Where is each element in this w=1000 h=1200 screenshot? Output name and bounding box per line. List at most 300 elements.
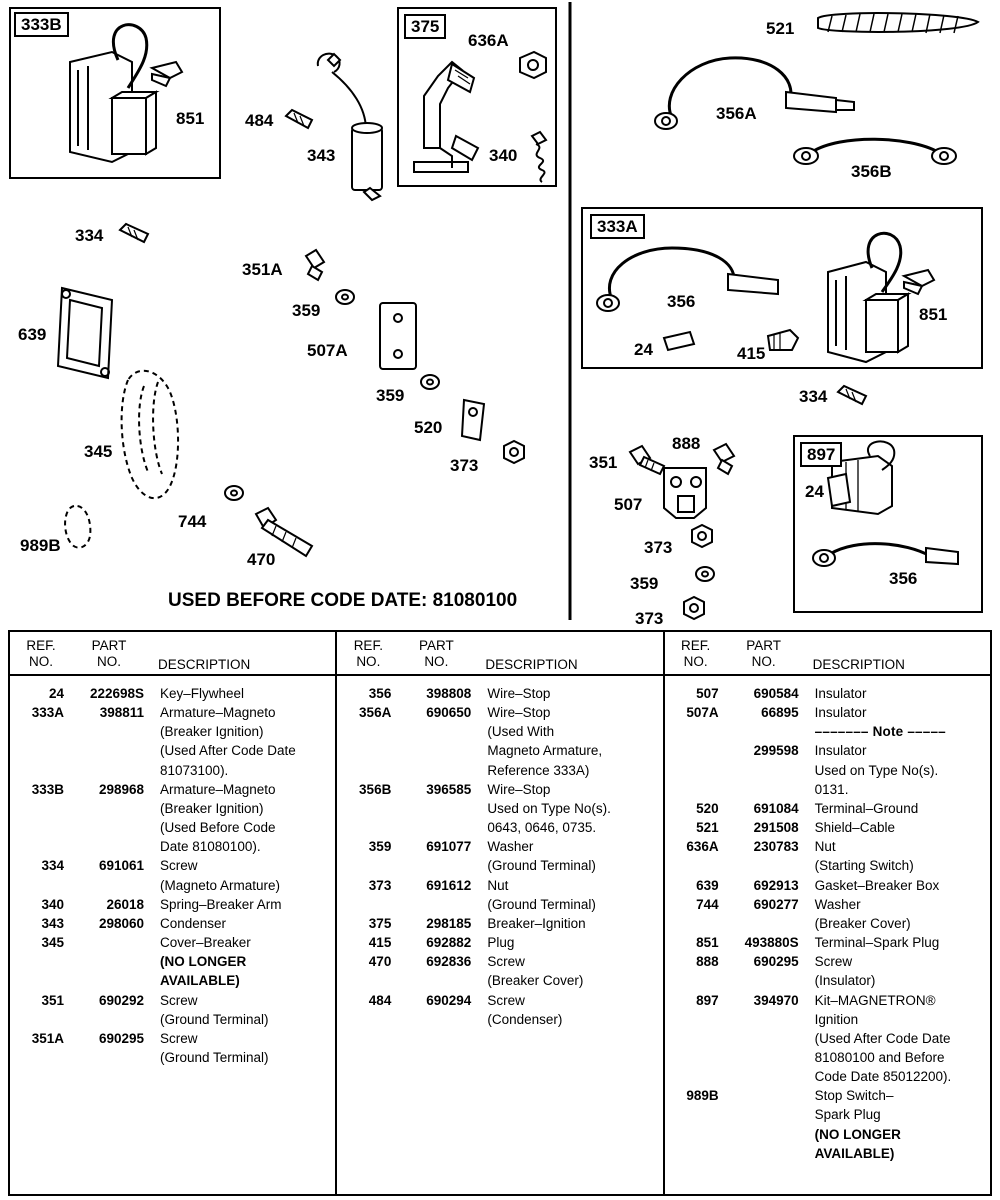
cell-description: AVAILABLE): [814, 1145, 895, 1161]
callout-521: 521: [766, 19, 795, 38]
cell-description: Screw: [814, 954, 853, 970]
cell-description: Screw: [160, 992, 198, 1008]
callout-470: 470: [247, 550, 276, 569]
cell-description: Terminal–Spark Plug: [814, 935, 940, 951]
cell-ref-no: [665, 1067, 727, 1086]
cell-ref-no: [665, 1010, 727, 1029]
callout-636a: 636A: [468, 31, 509, 50]
box-label-375: 375: [404, 14, 446, 39]
cell-ref-no: 356: [368, 686, 392, 701]
cell-description: ––––––– Note –––––: [814, 724, 946, 740]
cell-part-no: [727, 1125, 805, 1144]
cell-part-no: [399, 895, 477, 914]
cell-ref-no: [665, 780, 727, 799]
table-row: [10, 722, 335, 741]
callout-989b: 989B: [20, 536, 61, 555]
cell-ref-no: [665, 761, 727, 780]
table-row: [10, 856, 335, 875]
table-row: [10, 703, 335, 722]
cell-description: 0643, 0646, 0735.: [487, 820, 597, 836]
table-row: [665, 1029, 990, 1048]
table-row: [665, 1067, 990, 1086]
table-row: [665, 914, 990, 933]
table-row: [665, 837, 990, 856]
cell-part-no: 66895: [761, 705, 799, 721]
callout-639: 639: [18, 325, 47, 344]
cell-part-no: [727, 971, 805, 990]
cell-ref-no: [337, 856, 399, 875]
cell-part-no: [72, 971, 150, 990]
cell-ref-no: [665, 914, 727, 933]
cell-part-no: 690584: [753, 686, 799, 701]
table-row: [665, 971, 990, 990]
box-label-897: 897: [800, 442, 842, 467]
table-row: [337, 684, 662, 703]
cell-ref-no: [337, 1010, 399, 1029]
column-2-rows: [337, 676, 662, 1029]
cell-ref-no: [337, 895, 399, 914]
callout-744: 744: [178, 512, 207, 531]
table-row: [10, 952, 335, 971]
cell-description: Kit–MAGNETRON®: [814, 992, 936, 1008]
cell-description: Plug: [487, 935, 515, 951]
cell-ref-no: 334: [41, 858, 64, 874]
cell-ref-no: 340: [41, 896, 64, 912]
callout-340: 340: [489, 146, 518, 165]
cell-part-no: 691077: [426, 839, 472, 855]
cell-description: (NO LONGER: [160, 954, 247, 970]
cell-description: (Ground Terminal): [160, 1049, 269, 1065]
cell-description: (Used With: [487, 724, 555, 740]
cell-description: Wire–Stop: [487, 686, 551, 701]
table-row: [337, 1010, 662, 1029]
cell-part-no: [399, 1010, 477, 1029]
cell-part-no: [72, 1010, 150, 1029]
cell-description: Insulator: [814, 705, 867, 721]
cell-part-no: [727, 914, 805, 933]
cell-ref-no: 351A: [31, 1030, 64, 1046]
cell-description: Condenser: [160, 915, 227, 931]
table-row: [665, 895, 990, 914]
table-row: [337, 895, 662, 914]
cell-ref-no: [10, 1048, 72, 1067]
cell-ref-no: [337, 722, 399, 741]
callout-24-333a: 24: [634, 340, 653, 359]
cell-description: (Breaker Ignition): [160, 724, 264, 740]
cell-part-no: 394970: [753, 992, 799, 1008]
callout-343: 343: [307, 146, 336, 165]
cell-description: Date 81080100).: [160, 839, 261, 855]
table-row: [10, 741, 335, 760]
cell-description: Armature–Magneto: [160, 781, 276, 797]
callout-507: 507: [614, 495, 643, 514]
table-row: [337, 761, 662, 780]
table-row: [337, 818, 662, 837]
cell-ref-no: [665, 1105, 727, 1124]
table-row: [665, 741, 990, 760]
cell-description: Washer: [814, 896, 861, 912]
cell-part-no: [399, 722, 477, 741]
cell-description: Wire–Stop: [487, 781, 551, 797]
cell-description: 0131.: [814, 781, 849, 797]
table-row: [10, 933, 335, 952]
cell-ref-no: [10, 1010, 72, 1029]
cell-description: Washer: [487, 839, 534, 855]
cell-ref-no: 356A: [359, 705, 392, 721]
table-row: [10, 1010, 335, 1029]
cell-part-no: 690292: [98, 992, 144, 1008]
table-row: [10, 895, 335, 914]
cell-part-no: 298968: [98, 781, 144, 797]
cell-ref-no: 851: [696, 935, 719, 951]
table-row: [665, 876, 990, 895]
table-row: [337, 856, 662, 875]
table-row: [665, 799, 990, 818]
cell-description: Stop Switch–: [814, 1088, 894, 1104]
cell-ref-no: 639: [696, 877, 719, 893]
table-row: [337, 837, 662, 856]
cell-part-no: 692836: [426, 954, 472, 970]
cell-part-no: [727, 1067, 805, 1086]
cell-part-no: 691612: [426, 877, 472, 893]
cell-ref-no: [337, 818, 399, 837]
cell-part-no: [727, 761, 805, 780]
cell-description: 81073100).: [160, 762, 229, 778]
table-row: [665, 1086, 990, 1105]
cell-ref-no: 345: [41, 935, 64, 951]
cell-ref-no: 415: [368, 935, 392, 951]
cell-part-no: 692913: [753, 877, 799, 893]
callout-359-lower: 359: [376, 386, 405, 405]
cell-ref-no: 521: [696, 820, 719, 836]
cell-part-no: 396585: [426, 781, 472, 797]
cell-part-no: [727, 1010, 805, 1029]
cell-part-no: [72, 741, 150, 760]
cell-ref-no: [665, 971, 727, 990]
header-part-no: PART NO.: [746, 638, 782, 669]
header-description: DESCRIPTION: [485, 657, 578, 672]
cell-part-no: [72, 1048, 150, 1067]
callout-520: 520: [414, 418, 443, 437]
table-row: [665, 1048, 990, 1067]
cell-description: Armature–Magneto: [160, 705, 276, 721]
cell-ref-no: [10, 799, 72, 818]
cell-part-no: 691061: [98, 858, 144, 874]
cell-part-no: 690295: [753, 954, 799, 970]
table-row: [337, 914, 662, 933]
table-row: [10, 1029, 335, 1048]
cell-ref-no: 359: [368, 839, 392, 855]
cell-part-no: [399, 818, 477, 837]
callout-351: 351: [589, 453, 618, 472]
cell-ref-no: [665, 741, 727, 760]
cell-ref-no: [665, 722, 727, 741]
callout-373-bottom: 373: [635, 609, 664, 628]
table-row: [10, 837, 335, 856]
cell-description: 81080100 and Before: [814, 1049, 945, 1065]
table-row: [10, 761, 335, 780]
header-ref-no: REF. NO.: [26, 638, 56, 669]
cell-part-no: [399, 971, 477, 990]
cell-ref-no: [10, 818, 72, 837]
cell-ref-no: [337, 761, 399, 780]
cell-ref-no: [665, 856, 727, 875]
cell-ref-no: 343: [41, 915, 64, 931]
header-part-no: PART NO.: [418, 638, 454, 669]
table-row: [337, 741, 662, 760]
cell-ref-no: 470: [368, 954, 392, 970]
box-label-333a: 333A: [590, 214, 645, 239]
cell-ref-no: [10, 741, 72, 760]
cell-part-no: [72, 818, 150, 837]
table-row: [337, 703, 662, 722]
table-row: [665, 933, 990, 952]
column-2-header: [337, 632, 662, 676]
cell-ref-no: 24: [48, 686, 64, 701]
table-row: [665, 952, 990, 971]
table-row: [10, 914, 335, 933]
table-row: [665, 722, 990, 741]
cell-ref-no: 373: [368, 877, 392, 893]
cell-ref-no: 636A: [686, 839, 719, 855]
header-description: DESCRIPTION: [158, 657, 251, 672]
header-description: DESCRIPTION: [812, 657, 905, 672]
table-row: [665, 761, 990, 780]
callout-851: 851: [176, 109, 205, 128]
callout-415: 415: [737, 344, 766, 363]
cell-description: Magneto Armature,: [487, 743, 603, 759]
callout-356a: 356A: [716, 104, 757, 123]
cell-part-no: 692882: [426, 935, 472, 951]
cell-ref-no: 356B: [359, 781, 392, 797]
cell-part-no: [727, 780, 805, 799]
table-row: [337, 933, 662, 952]
cell-ref-no: 333A: [31, 705, 64, 721]
cell-ref-no: [337, 799, 399, 818]
cell-part-no: [72, 761, 150, 780]
cell-description: (Breaker Cover): [814, 915, 911, 931]
table-row: [10, 818, 335, 837]
cell-part-no: 493880S: [744, 935, 799, 951]
callout-484: 484: [245, 111, 274, 130]
cell-part-no: [72, 799, 150, 818]
cell-part-no: [72, 933, 150, 952]
cell-ref-no: 333B: [31, 781, 64, 797]
cell-description: Wire–Stop: [487, 705, 551, 721]
column-3-rows: [665, 676, 990, 1163]
callout-373-left: 373: [450, 456, 479, 475]
table-row: [665, 780, 990, 799]
parts-list-table: [8, 630, 992, 1196]
cell-ref-no: [10, 722, 72, 741]
cell-description: (Condenser): [487, 1011, 563, 1027]
cell-ref-no: [665, 1144, 727, 1163]
table-row: [665, 1125, 990, 1144]
cell-ref-no: [337, 971, 399, 990]
cell-description: Screw: [160, 1030, 198, 1046]
cell-part-no: [727, 1029, 805, 1048]
header-ref-no: REF. NO.: [353, 638, 383, 669]
column-1-rows: [10, 676, 335, 1067]
cell-part-no: [399, 856, 477, 875]
cell-description: AVAILABLE): [160, 973, 240, 989]
cell-ref-no: 351: [41, 992, 64, 1008]
cell-part-no: [727, 1048, 805, 1067]
cell-description: (Breaker Ignition): [160, 800, 264, 816]
callout-888: 888: [672, 434, 701, 453]
table-row: [337, 991, 662, 1010]
cell-ref-no: [337, 741, 399, 760]
cell-description: Screw: [487, 954, 525, 970]
cell-description: Key–Flywheel: [160, 686, 245, 701]
cell-part-no: 691084: [753, 800, 799, 816]
cell-description: (Used After Code Date: [814, 1030, 951, 1046]
cell-part-no: 690295: [98, 1030, 144, 1046]
cell-description: (Magneto Armature): [160, 877, 281, 893]
cell-description: (Ground Terminal): [487, 858, 596, 874]
cell-description: Used on Type No(s).: [487, 800, 611, 816]
cell-description: (Ground Terminal): [160, 1011, 269, 1027]
cell-description: (Used After Code Date: [160, 743, 296, 759]
cell-description: Screw: [487, 992, 525, 1008]
cell-description: Screw: [160, 858, 198, 874]
cell-part-no: 222698S: [89, 686, 144, 701]
table-row: [10, 1048, 335, 1067]
cell-part-no: [727, 1086, 805, 1105]
cell-description: Terminal–Ground: [814, 800, 919, 816]
cell-ref-no: [10, 837, 72, 856]
table-row: [10, 684, 335, 703]
cell-description: Gasket–Breaker Box: [814, 877, 940, 893]
table-row: [665, 991, 990, 1010]
cell-part-no: 398811: [99, 705, 144, 721]
cell-description: (Ground Terminal): [487, 896, 596, 912]
callout-334-left: 334: [75, 226, 104, 245]
table-row: [665, 1010, 990, 1029]
callout-345: 345: [84, 442, 113, 461]
cell-part-no: [72, 722, 150, 741]
cell-description: Spring–Breaker Arm: [160, 896, 282, 912]
cell-part-no: 291508: [753, 820, 799, 836]
cell-part-no: [72, 952, 150, 971]
cell-part-no: [72, 876, 150, 895]
callout-851-333a: 851: [919, 305, 948, 324]
cell-ref-no: 744: [696, 896, 719, 912]
cell-description: (Breaker Cover): [487, 973, 584, 989]
table-row: [665, 818, 990, 837]
callout-507a: 507A: [307, 341, 348, 360]
callout-334-right: 334: [799, 387, 828, 406]
cell-ref-no: 484: [368, 992, 392, 1008]
cell-description: Breaker–Ignition: [487, 915, 586, 931]
table-row: [665, 1144, 990, 1163]
table-row: [337, 876, 662, 895]
callout-356-333a: 356: [667, 292, 696, 311]
table-row: [337, 722, 662, 741]
cell-part-no: 298185: [426, 915, 472, 931]
cell-part-no: 26018: [106, 896, 144, 912]
cell-description: (Used Before Code: [160, 820, 276, 836]
cell-description: Code Date 85012200).: [814, 1069, 952, 1085]
table-row: [10, 991, 335, 1010]
cell-part-no: [727, 722, 805, 741]
table-row: [337, 952, 662, 971]
cell-part-no: 299598: [753, 743, 799, 759]
callout-359-upper: 359: [292, 301, 321, 320]
cell-ref-no: [665, 1029, 727, 1048]
box-label-333b: 333B: [14, 12, 69, 37]
callout-359-right: 359: [630, 574, 659, 593]
table-row: [665, 1105, 990, 1124]
cell-description: (NO LONGER: [814, 1126, 901, 1142]
cell-part-no: 398808: [426, 686, 472, 701]
cell-part-no: [399, 799, 477, 818]
cell-description: Reference 333A): [487, 762, 590, 778]
cell-part-no: 690650: [426, 705, 472, 721]
cell-ref-no: 507: [696, 686, 719, 701]
cell-ref-no: [10, 876, 72, 895]
cell-ref-no: [10, 952, 72, 971]
column-1-header: [10, 632, 335, 676]
cell-description: Insulator: [814, 686, 867, 701]
callout-351a: 351A: [242, 260, 283, 279]
header-part-no: PART NO.: [91, 638, 127, 669]
table-row: [337, 971, 662, 990]
parts-column-2: [335, 632, 662, 1194]
table-row: [665, 856, 990, 875]
cell-part-no: 690294: [426, 992, 472, 1008]
table-row: [337, 780, 662, 799]
column-3-header: [665, 632, 990, 676]
cell-description: (Insulator): [814, 973, 876, 989]
cell-description: Nut: [487, 877, 509, 893]
cell-ref-no: [10, 971, 72, 990]
cell-part-no: [399, 741, 477, 760]
cell-description: Nut: [814, 839, 836, 855]
parts-column-3: [663, 632, 990, 1194]
parts-column-1: [10, 632, 335, 1194]
cell-description: Shield–Cable: [814, 820, 895, 836]
table-row: [10, 876, 335, 895]
cell-description: Cover–Breaker: [160, 935, 251, 951]
header-ref-no: REF. NO.: [681, 638, 711, 669]
cell-ref-no: [10, 761, 72, 780]
cell-ref-no: 989B: [686, 1088, 719, 1104]
cell-ref-no: 375: [368, 915, 392, 931]
cell-ref-no: 888: [696, 954, 719, 970]
cell-ref-no: 897: [696, 992, 719, 1008]
cell-ref-no: [665, 1125, 727, 1144]
callout-356b: 356B: [851, 162, 892, 181]
callout-24-897: 24: [805, 482, 824, 501]
cell-part-no: [727, 856, 805, 875]
table-row: [337, 799, 662, 818]
cell-ref-no: 520: [696, 800, 719, 816]
table-row: [665, 684, 990, 703]
callout-356-897: 356: [889, 569, 918, 588]
cell-part-no: [399, 761, 477, 780]
diagram-caption: USED BEFORE CODE DATE: 81080100: [168, 590, 518, 611]
cell-description: (Starting Switch): [814, 858, 914, 874]
cell-part-no: 230783: [753, 839, 799, 855]
cell-part-no: 690277: [753, 896, 799, 912]
cell-description: Ignition: [814, 1011, 859, 1027]
cell-part-no: [727, 1105, 805, 1124]
cell-description: Insulator: [814, 743, 867, 759]
cell-part-no: 298060: [98, 915, 144, 931]
table-row: [10, 780, 335, 799]
table-row: [10, 971, 335, 990]
